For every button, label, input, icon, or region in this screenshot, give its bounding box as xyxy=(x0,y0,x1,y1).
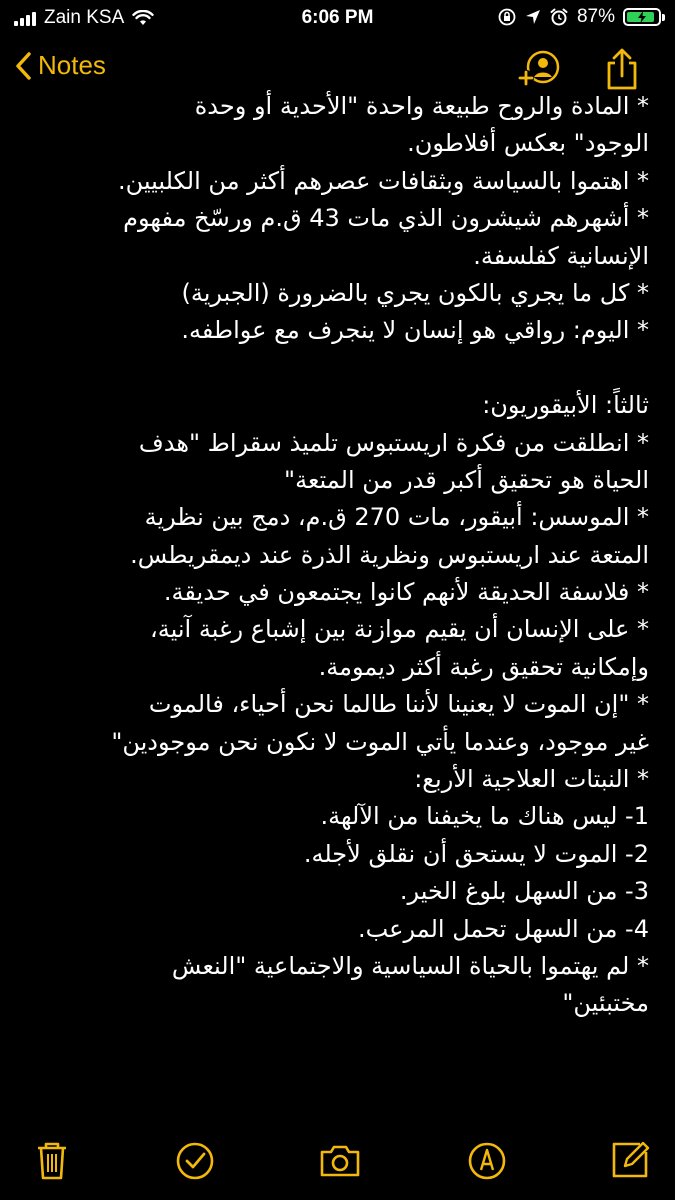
note-line: غير موجود، وعندما يأتي الموت لا نكون نحن موجودين" xyxy=(111,727,649,756)
note-line: * "إن الموت لا يعنينا لأننا طالما نحن أحياء، فالموت xyxy=(148,690,649,719)
note-body[interactable] xyxy=(14,88,649,1136)
bottom-toolbar xyxy=(0,1130,675,1200)
note-line: * انطلقت من فكرة اريستبوس تلميذ سقراط "هدف xyxy=(138,428,649,457)
note-line: المتعة عند اريستبوس ونظرية الذرة عند ديمقريطس. xyxy=(130,540,649,569)
note-line: مختبئين" xyxy=(562,989,649,1018)
note-line: الإنسانية كفلسفة. xyxy=(473,241,649,270)
markup-pen-icon[interactable] xyxy=(465,1138,509,1182)
camera-icon[interactable] xyxy=(318,1138,362,1182)
note-line xyxy=(14,350,649,387)
note-line: 1- ليس هناك ما يخيفنا من الآلهة. xyxy=(320,802,649,831)
note-heading: ثالثاً: الأبيقوريون: xyxy=(482,391,649,420)
add-person-icon[interactable] xyxy=(514,46,562,92)
note-line: 3- من السهل بلوغ الخير. xyxy=(399,877,649,906)
status-bar xyxy=(0,0,675,38)
note-line: * على الإنسان أن يقيم موازنة بين إشباع رغبة آنية، xyxy=(150,615,649,644)
note-line: 4- من السهل تحمل المرعب. xyxy=(357,914,649,943)
note-line: * لم يهتموا بالحياة السياسية والاجتماعية "النعش xyxy=(171,951,649,980)
note-line: * كل ما يجري بالكون يجري بالضرورة (الجبرية) xyxy=(181,278,649,307)
note-line: الحياة هو تحقيق أكبر قدر من المتعة" xyxy=(284,465,649,494)
back-label: Notes xyxy=(38,50,106,80)
checklist-icon[interactable] xyxy=(173,1138,217,1182)
trash-icon[interactable] xyxy=(30,1138,74,1182)
compose-icon[interactable] xyxy=(608,1138,652,1182)
status-right xyxy=(497,6,661,28)
note-line: وإمكانية تحقيق رغبة أكثر ديمومة. xyxy=(318,652,649,681)
note-line: * أشهرهم شيشرون الذي مات 43 ق.م ورسّخ مفهوم xyxy=(123,204,649,233)
location-icon xyxy=(525,9,541,25)
orientation-lock-icon xyxy=(497,7,517,27)
battery-icon xyxy=(623,8,661,26)
note-line: * اهتموا بالسياسة وبثقافات عصرهم أكثر من الكلبيين. xyxy=(117,166,649,195)
back-to-notes-button[interactable] xyxy=(14,50,106,81)
note-line: 2- الموت لا يستحق أن نقلق لأجله. xyxy=(303,839,649,868)
note-line: * فلاسفة الحديقة لأنهم كانوا يجتمعون في حديقة. xyxy=(163,578,649,607)
note-line: * النبتات العلاجية الأربع: xyxy=(414,765,649,794)
share-icon[interactable] xyxy=(602,46,642,92)
note-line: الوجود" بعكس أفلاطون. xyxy=(407,129,649,158)
status-time: 6:06 PM xyxy=(301,7,374,28)
alarm-icon xyxy=(549,7,569,27)
note-line: * المادة والروح طبيعة واحدة "الأحدية أو وحدة xyxy=(194,92,649,120)
chevron-left-icon xyxy=(14,51,32,81)
note-line: * الموسس: أبيقور، مات 270 ق.م، دمج بين نظرية xyxy=(144,503,649,532)
battery-percent: 87% xyxy=(576,6,615,27)
carrier-name: Zain KSA xyxy=(44,7,125,28)
note-line: * اليوم: رواقي هو إنسان لا ينجرف مع عواطفه. xyxy=(181,316,649,345)
